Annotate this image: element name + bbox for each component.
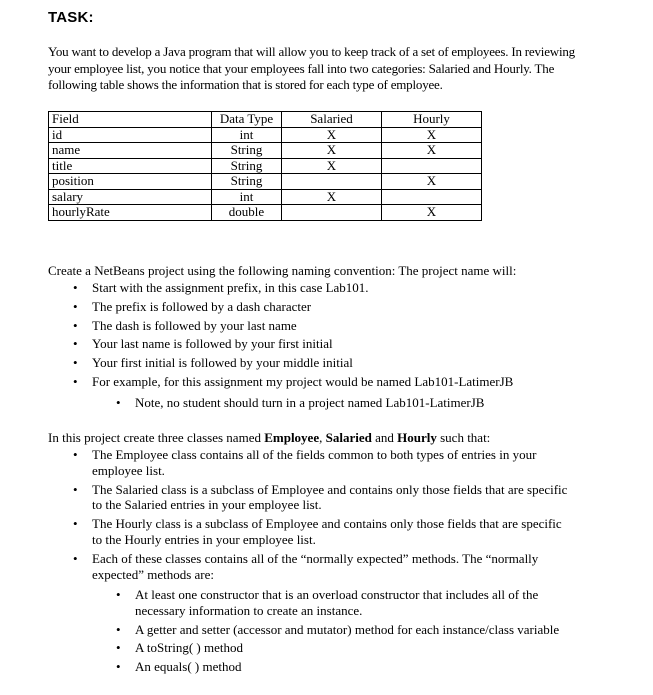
list-item: • Your first initial is followed by your middle initial — [73, 355, 353, 371]
employee-fields-table — [48, 111, 482, 221]
cell-field: id — [49, 127, 212, 143]
bullet-icon: • — [73, 550, 78, 566]
header-hourly: Hourly — [382, 112, 482, 128]
bullet-icon: • — [73, 516, 78, 532]
bullet-icon: • — [116, 640, 121, 656]
table-row — [49, 174, 482, 190]
bullet-icon: • — [73, 481, 78, 497]
list-item: • The Employee class contains all of the fields common to both types of entries in your employee list. — [73, 447, 537, 478]
cell-field: hourlyRate — [49, 205, 212, 221]
table-row — [49, 189, 482, 205]
list-item: • At least one constructor that is an overload constructor that includes all of the necessary information to create an instance. — [116, 587, 539, 618]
list-item: • Note, no student should turn in a project named Lab101-LatimerJB — [116, 395, 485, 410]
bullet-icon: • — [73, 355, 78, 371]
cell-hourly: X — [382, 143, 482, 159]
table-row — [49, 127, 482, 143]
table-row — [49, 143, 482, 159]
list-item: • Start with the assignment prefix, in this case Lab101. — [73, 280, 369, 295]
cell-hourly — [382, 189, 482, 205]
cell-type: int — [212, 189, 282, 205]
header-salaried: Salaried — [282, 112, 382, 128]
header-field: Field — [49, 112, 212, 128]
bullet-icon: • — [116, 659, 121, 675]
method-bullet-list — [116, 587, 575, 675]
table-row — [49, 158, 482, 174]
cell-type: String — [212, 174, 282, 190]
list-item: • The Hourly class is a subclass of Employee and contains only those fields that are specific to the Hourly entries in your employee list. — [73, 516, 562, 547]
cell-type: String — [212, 143, 282, 159]
bullet-icon: • — [73, 298, 78, 314]
cell-type: String — [212, 158, 282, 174]
class-name-employee: Employee — [264, 430, 320, 445]
cell-salaried: X — [282, 158, 382, 174]
cell-salaried — [282, 205, 382, 221]
naming-bullet-list — [73, 280, 612, 390]
cell-salaried: X — [282, 189, 382, 205]
bullet-icon: • — [116, 621, 121, 637]
intro-paragraph: You want to develop a Java program that will allow you to keep track of a set of employees. In reviewing your employee list, you notice that your employees fall into two categories: Salaried and Hourly. The following table shows the information that is stored for each type of employee. — [48, 44, 575, 92]
class-bullet-list — [73, 447, 570, 582]
bullet-icon: • — [73, 317, 78, 333]
bullet-icon: • — [116, 395, 121, 410]
list-item: • Your last name is followed by your first initial — [73, 336, 333, 352]
cell-field: position — [49, 174, 212, 190]
class-name-salaried: Salaried — [325, 430, 372, 445]
naming-sub-bullet-list — [116, 395, 605, 411]
cell-salaried: X — [282, 127, 382, 143]
bullet-icon: • — [73, 373, 78, 389]
list-item: • For example, for this assignment my project would be named Lab101-LatimerJB — [73, 373, 514, 389]
cell-type: int — [212, 127, 282, 143]
cell-salaried — [282, 174, 382, 190]
cell-hourly: X — [382, 127, 482, 143]
task-heading: TASK: — [48, 9, 94, 26]
header-data-type: Data Type — [212, 112, 282, 128]
cell-field: salary — [49, 189, 212, 205]
cell-hourly — [382, 158, 482, 174]
list-item: • The Salaried class is a subclass of Employee and contains only those fields that are specific to the Salaried entries in your employee list. — [73, 481, 568, 513]
bullet-icon: • — [73, 447, 78, 462]
bullet-icon: • — [116, 587, 121, 602]
class-name-hourly: Hourly — [397, 430, 437, 445]
naming-intro: Create a NetBeans project using the following naming convention: The project name will: — [48, 263, 517, 278]
list-item: • An equals( ) method — [116, 659, 242, 675]
list-item: • The dash is followed by your last name — [73, 317, 297, 333]
list-item: • Each of these classes contains all of the “normally expected” methods. The “normally expected” methods are: — [73, 550, 539, 582]
list-item: • A toString( ) method — [116, 640, 243, 656]
list-item: • A getter and setter (accessor and mutator) method for each instance/class variable — [116, 621, 560, 637]
bullet-icon: • — [73, 280, 78, 295]
table-row — [49, 205, 482, 221]
classes-intro: In this project create three classes named Employee, Salaried and Hourly such that: — [48, 430, 491, 445]
table-header-row — [49, 112, 482, 128]
cell-hourly: X — [382, 205, 482, 221]
cell-type: double — [212, 205, 282, 221]
bullet-icon: • — [73, 336, 78, 352]
list-item: • The prefix is followed by a dash character — [73, 298, 312, 314]
cell-field: title — [49, 158, 212, 174]
cell-field: name — [49, 143, 212, 159]
cell-hourly: X — [382, 174, 482, 190]
cell-salaried: X — [282, 143, 382, 159]
